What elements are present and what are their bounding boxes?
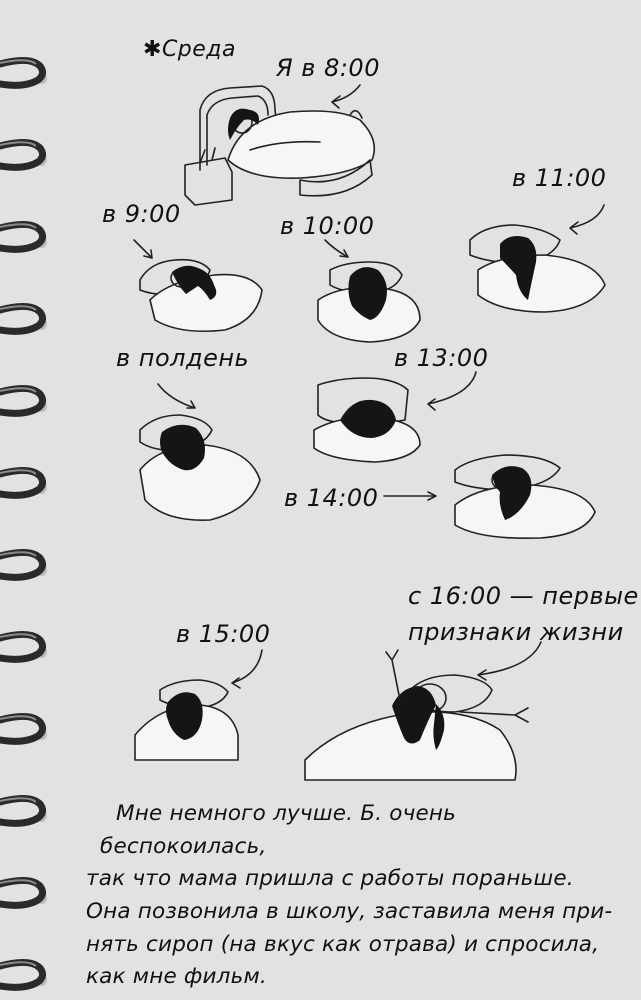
diary-line: так что мама пришла с работы пораньше. [86,866,574,892]
sleeper-1600 [305,650,528,780]
diary-paragraph [86,798,620,994]
sleeper-1400 [455,455,595,538]
bed-drawing-0800 [185,86,374,205]
label-1100: в 11:00 [512,164,607,192]
label-1400: в 14:00 [284,484,379,512]
label-1600-line1: с 16:00 — первые [408,582,639,610]
diary-line: Она позвонила в школу, заставила меня при- [86,899,613,925]
day-label: Среда [161,37,236,62]
sleeper-1100 [470,225,605,312]
asterisk-star-icon: ✱ [143,37,162,62]
label-1000: в 10:00 [280,212,375,240]
diary-line: Мне немного лучше. Б. очень беспокоилась, [100,801,457,859]
label-0800: Я в 8:00 [276,54,380,82]
sleeper-0900 [140,260,262,332]
sleeper-noon [140,415,260,520]
label-0900: в 9:00 [102,200,181,228]
sleeper-1500 [135,680,238,760]
label-1300: в 13:00 [394,344,489,372]
diary-line: нять сироп (на вкус как отрава) и спросила, [86,931,600,957]
label-1500: в 15:00 [176,620,271,648]
label-1600-line2: признаки жизни [408,618,624,646]
diary-line: как мне фильм. [86,964,267,990]
sleeper-1000 [318,262,420,342]
sleeper-1300 [314,378,420,462]
label-noon: в полдень [116,344,250,372]
